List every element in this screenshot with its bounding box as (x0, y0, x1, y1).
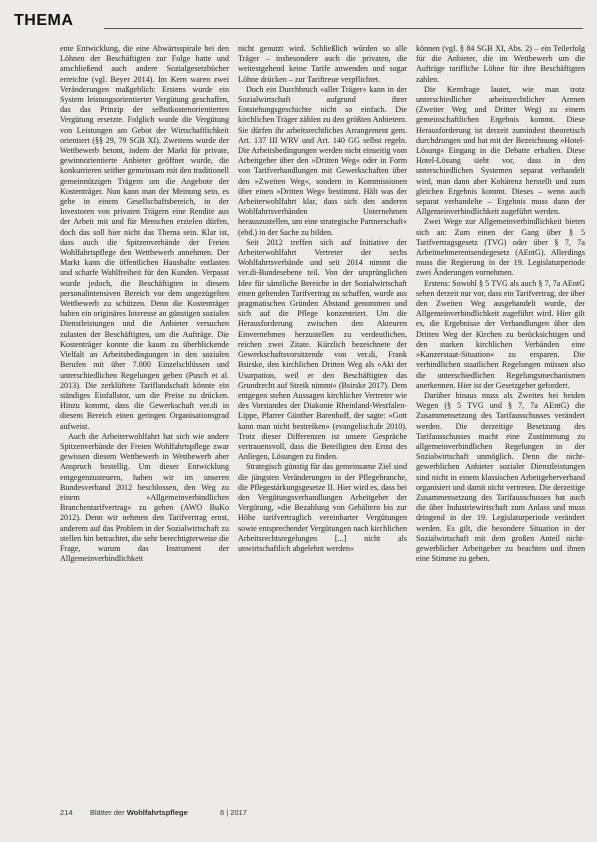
paragraph: Doch ein Durchbruch »aller Träger« kann in der Sozialwirtschaft aufgrund ihrer Entstehungsgeschichte nicht so einfach. Die kirchlichen Träger zählen zu den größten Anbietern. Sie dürfen ihr arbeitsrechtliches Arrangement gem. Art. 137 III WRV und Art. 140 GG selbst regeln. Die Arbeitsbedingungen werden nicht einseitig vom Arbeitgeber über den »Dritten Weg« oder in Form von Tarifverhandlungen mit Gewerkschaften über den »Zweiten Weg«, sondern in Kommissionen über einen »Dritten Weg« bestimmt. Hält was der Arbeiterwohlfahrt klar, dass sich den anderen Wohlfahrtsverbänden Unternehmen herauszustellen, um eine strategische Partnerschaft« (ebd.) in der Sache zu bilden. (238, 84, 407, 237)
paragraph: Strategisch günstig für das gemeinsame Ziel sind die jüngsten Veränderungen in der Pflegebranche, die Pflegestärkungsgesetze II. Hier wird es, dass bei den Vergütungsverhandlungen Arbeitgeber der Vergütung, »die Bezahlung von Gehältern bis zur Höhe tarifvertraglich vereinbarter Vergütungen sowie entsprechender Vergütungen nach kirchlichen Arbeitsrechtsregelungen [...] nicht als unwirtschaftlich abgelehnt werden« (238, 462, 407, 553)
magazine-title (90, 808, 188, 817)
header-rule (104, 28, 583, 29)
paragraph: Die Kernfrage lautet, wie man trotz unterschiedlicher arbeitsrechtlicher Arenen (Zweiter Weg und Dritter Weg) zu einem gemeinschaftlichen Ergebnis kommt. Diese Herausforderung ist derzeit zumindest theoretisch durchdrungen und hat mit der Bezeichnung »Hotel-Lösung« Eingang in die Debatte erhalten. Diese Hotel-Lösung sieht vor, dass in den unterschiedlichen Systemen separat verhandelt wird, man dann aber Kohärenz herstellt und zum gleichen Ergebnis kommt. Dieses – wenn auch separat verhandelte – Ergebnis muss dann der Allgemeinverbindlichkeit zugeführt werden. (416, 84, 585, 217)
paragraph: Zwei Wege zur Allgemeinverbindlichkeit bieten sich an: Zum einen der Gang über § 5 Tarifvertragsgesetz (TVG) oder über § 7, 7a Arbeitnehmerentsendegesetz (AEntG). Allerdings muss die Regierung in der 19. Legislaturperiode zwei Änderungen vornehmen. (416, 217, 585, 278)
magazine-title-prefix: Blätter der (90, 808, 127, 817)
paragraph: Erstens: Sowohl § 5 TVG als auch § 7, 7a AEntG sehen derzeit nur vor, dass ein Tarifvertrag, der über den Zweiten Weg ausgehandelt wurde, der Allgemeinverbindlichkeit zugeführt wird. Hier gilt es, die Ergebnisse der Verhandlungen über den Dritten Weg der Kirchen zu berücksichtigen und den starken kirchlichen Verbänden eine »Kanzerstaat-Situation« zu ersparen. Die verbindlichen staatlichen Regelungen müssen also die unterschiedlichen Regelungsmechanismen anerkennen. Hier ist der Gesetzgeber gefordert. (416, 278, 585, 390)
paragraph: Auch die Arbeiterwohlfahrt hat sich wie andere Spitzenverbände der Freien Wohlfahrtspflege zwar gewissen diesem Wettbewerb in Wettbewerb aber Anspruch bestellig. Um dieser Entwicklung entgegenzusteuern, haben wir im unseren Bundesverband 2012 beschlossen, den Weg zu einem »Allgemeinverbindlichen Branchentarifvertrag« zu gehen (AWO BuKo 2012). Denn wir nehmen den Tarifvertrag ernst, anderem auf das Problem in der Sozialwirtschaft zu stellen hin betrachtet, die sehr berechtigterweise die Frage, warum das Instrument der Allgemeinverbindlichkeit (60, 431, 229, 564)
section-title: THEMA (14, 12, 74, 29)
page-footer (60, 808, 583, 822)
paragraph: ente Entwicklung, die eine Abwärtsspirale bei den Löhnen der Beschäftigten zur Folge hatte und anschließend auch andere Sozialgesetzbücher erreichte (vgl. Beyer 2014). Im Kern waren zwei Veränderungen maßgeblich: Erstens wurde ein System leistungsorientierter Vergütung geschaffen, das das Prinzip der selbstkostenorientierten Vergütung ersetzte. Folglich wurde die Vergütung von Leistungen am Gebot der Wirtschaftlichkeit orientiert (§§ 29, 79 SGB XI). Zweitens wurde der Wettbewerb betont, indem der Markt für private, gewinnorientierte Anbieter geöffnet wurde, die konkurrieren seither gemeinsam mit den traditionell gemeinnützigen Trägern um die Angebote der Kostenträger. Nun kann man der Meinung sein, es gehe in einem Gesellschaftsbereich, in der Investoren von privaten Trägern eine Rendite aus der Arbeit mit und für Menschen erzielen dürfen, doch das soll hier nicht das Thema sein. Klar ist, dass auch die Spitzenverbände der Freien Wohlfahrtspflege den Wettbewerb annehmen. Der Markt kann die öffentlichen Haushalte entlasten und scharfe Wahlfreiheit für den Kunden. Verpasst wurde jedoch, die Beschäftigten in diesem personalintensiven Bereich vor dem ungezügelten Wettbewerb zu schützen. Denn die Kostenträger haben ein originäres Interesse an günstigen sozialen Dienstleistungen und die Anbieter versuchen zulasten der Beschäftigten, um die Aufträge. Die Kostenträger konnte die kaum zu überblickende Vielfalt an Arbeitsbedingungen in den sozialen Berufen mit über 7.000 Einzelschlüssen und unterschiedlichen Regelungen geben (Pusch et al. 2013). Die zerklüftete Tariflandschaft könnte ein ständiges Einfallstor, um die Preise zu drücken. Hinzu kommt, dass die Gewerkschaft ver.di in diesem Bereich einen geringen Organisationsgrad aufweist. (60, 44, 229, 431)
paragraph: können (vgl. § 84 SGB XI, Abs. 2) – ein Teilerfolg für die Anbieter, die im Wettbewerb um die Aufträge tarifliche Löhne für ihre Beschäftigten zahlen. (416, 44, 585, 84)
issue-label: 6 | 2017 (220, 808, 247, 817)
text-column-3 (416, 44, 585, 804)
paragraph: Seit 2012 treffen sich auf Initiative der Arbeiterwohlfahrt Vertreter der sechs Wohlfahrtsverbände und seit 2014 nimmt die ver.di-Bundesebene teil. Von der ursprünglichen Idee für sämtliche Bereiche in der Sozialwirtschaft einen geltenden Tarifvertrag zu schaffen, wurde aus pragmatischen Gründen Abstand genommen und sich auf die Pflege konzentriert. Um die Herausforderung zwischen den Akteuren Einvernehmen herzustellen zu verdeutlichen, reichen zwei Zitate. Kürzlich bezeichnete der Gewerkschaftsvorsitzende von ver.di, Frank Bsirske, den kirchlichen Dritten Weg als »Akt der Usurpation, weil er den Beschäftigten das Grundrecht auf Streik nimmt« (Bsirske 2017). Dem entgegen stehen Aussagen kirchlicher Vertreter wie des Vorstandes der Diakonie Rheinland-Westfalen-Lippe, Pfarrer Günther Barenhoff, der sagte: »Gott kann man nicht bestreiken« (evangelisch.de 2010). Trotz dieser Differenzen ist unsere Gespräche vertrauensvoll, dass die Beteiligten den Ernst des Anliegen, Lösungen zu finden. (238, 237, 407, 462)
article-body (60, 44, 585, 804)
page-header (0, 0, 597, 36)
page-number: 214 (60, 808, 73, 817)
magazine-title-bold: Wohlfahrtspflege (126, 808, 188, 817)
paragraph: Darüber hinaus muss als Zweites bei beiden Wegen (§ 5 TVG und § 7, 7a AEntG) die Zusammensetzung des Tarifausschusses verändert werden. Die derzeitige Besetzung des Tarifausschusses macht eine Zustimmung zu allgemeinverbindlichen Regelungen in der Sozialwirtschaft unmöglich. Denn die nicht-gewerblichen Anbieter sozialer Dienstleistungen sind nicht in einem klassischen Arbeitgeberverband organisiert und damit nicht vertreten. Die derzeitige Zusammensetzung des Tarifausschusses hat auch die über Industriewirtschaft zum Anlass und muss dringend in der 19. Legislaturperiode verändert werden. Es gilt, die besondere Situation in der Sozialwirtschaft mit dem großen Anteil nicht-gewerblicher Arbeitgeber zu beachten und ihnen eine Stimme zu geben. (416, 390, 585, 564)
text-column-2 (238, 44, 407, 804)
text-column-1 (60, 44, 229, 804)
paragraph: nicht genutzt wird. Schließlich würden so alle Träger – insbesondere auch die privaten, die weitestgehend keine Tarife anwenden und sogar Löhne drücken – zur Tariftreue verpflichtet. (238, 44, 407, 84)
